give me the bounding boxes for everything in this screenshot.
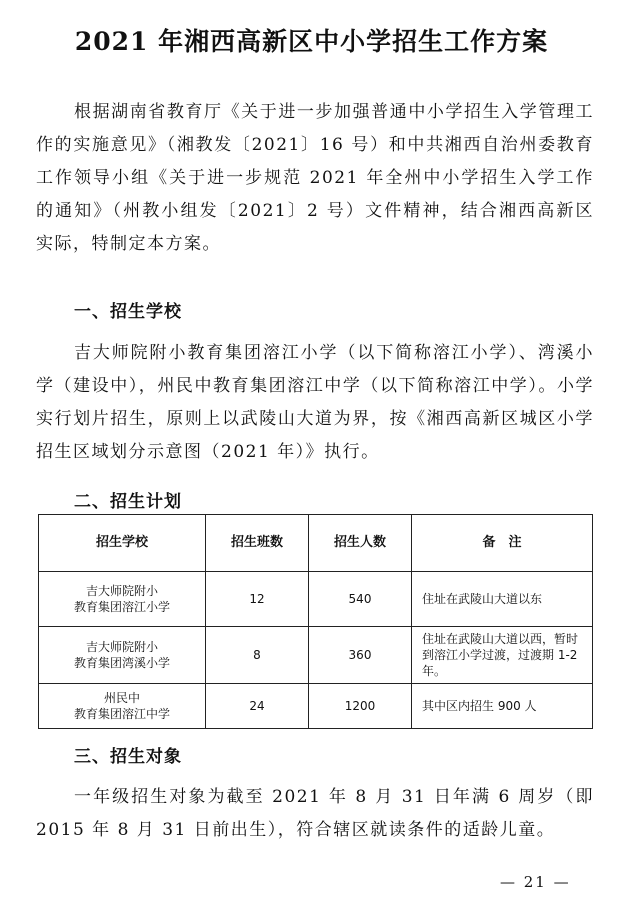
section3-text: 一年级招生对象为截至 2021 年 8 月 31 日年满 6 周岁（即 2015 年 8 月 31 日前出生），符合辖区就读条件的适龄儿童。	[36, 787, 594, 840]
intro-text: 根据湖南省教育厅《关于进一步加强普通中小学招生入学管理工作的实施意见》（湘教发〔2021〕16 号）和中共湘西自治州委教育工作领导小组《关于进一步规范 2021 年全州中小学招生入学工作的通知》（州教小组发〔2021〕2 号）文件精神，结合湘西高新区实际，特制定本方案。	[36, 102, 594, 254]
school-name-line1: 吉大师院附小	[85, 584, 158, 598]
table-row	[39, 572, 593, 627]
school-name-line1: 吉大师院附小	[85, 640, 158, 654]
cell-note: 其中区内招生 900 人	[412, 684, 593, 729]
school-name-line2: 教育集团溶江中学	[73, 707, 170, 721]
header-students: 招生人数	[309, 515, 412, 572]
header-classes: 招生班数	[206, 515, 309, 572]
section3-paragraph	[36, 781, 594, 847]
section2-heading: 二、招生计划	[74, 492, 182, 512]
cell-students: 1200	[309, 684, 412, 729]
section1-paragraph	[36, 337, 594, 469]
table-row	[39, 627, 593, 684]
school-name-line2: 教育集团溶江小学	[73, 600, 170, 614]
cell-students: 540	[309, 572, 412, 627]
header-school: 招生学校	[39, 515, 206, 572]
section3-heading: 三、招生对象	[74, 747, 182, 767]
page-number: — 21 —	[500, 873, 571, 891]
header-note: 备 注	[412, 515, 593, 572]
section1-heading: 一、招生学校	[74, 302, 182, 322]
cell-school	[39, 627, 206, 684]
table-row	[39, 684, 593, 729]
cell-note: 住址在武陵山大道以西，暂时到溶江小学过渡，过渡期 1-2 年。	[412, 627, 593, 684]
intro-paragraph	[36, 96, 594, 261]
cell-classes: 12	[206, 572, 309, 627]
enrollment-plan-table	[38, 514, 593, 729]
cell-school	[39, 684, 206, 729]
cell-students: 360	[309, 627, 412, 684]
school-name-line2: 教育集团湾溪小学	[73, 656, 170, 670]
cell-classes: 8	[206, 627, 309, 684]
cell-note: 住址在武陵山大道以东	[412, 572, 593, 627]
cell-school	[39, 572, 206, 627]
section1-text: 吉大师院附小教育集团溶江小学（以下简称溶江小学）、湾溪小学（建设中），州民中教育集团溶江中学（以下简称溶江中学）。小学实行划片招生，原则上以武陵山大道为界，按《湘西高新区城区小学招生区域划分示意图（2021 年）》执行。	[36, 343, 594, 462]
table-header-row	[39, 515, 593, 572]
document-title: 2021 年湘西高新区中小学招生工作方案	[74, 27, 549, 56]
school-name-line1: 州民中	[103, 691, 140, 705]
cell-classes: 24	[206, 684, 309, 729]
